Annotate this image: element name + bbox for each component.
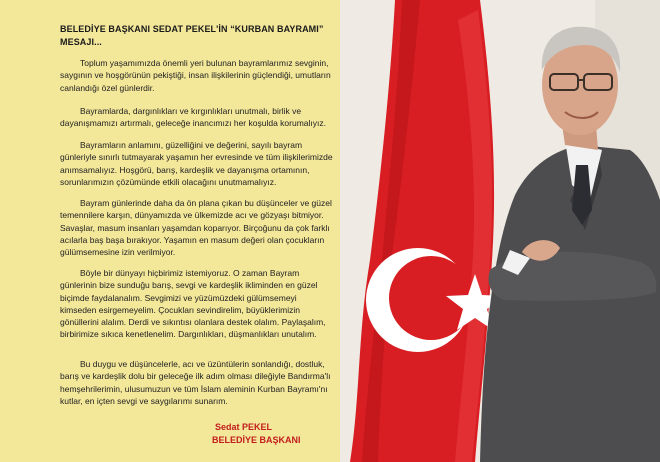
mayor-photo	[340, 0, 660, 462]
message-title: BELEDİYE BAŞKANI SEDAT PEKEL'İN “KURBAN BAYRAMI” MESAJI...	[60, 24, 324, 47]
message-paragraph-3: Bayramların anlamını, güzelliğini ve değerini, sayılı bayram günleriyle sınırlı tutmayarak yaşamın her evresinde ve tüm ilişkilerimizde anımsamalıyız. Hoşgörü, barış, kardeşlik ve dayanışma ortamının, sorunlarımızın çözümünde etkili olacağını unutmamalıyız.	[60, 140, 333, 187]
signature-name: Sedat PEKEL	[215, 422, 273, 432]
message-paragraph-6: Bu duygu ve düşüncelerle, acı ve üzüntülerin sonlandığı, dostluk, barış ve kardeşlik dolu bir geleceğe ilk adım olması dileğiyle Bandırma'lı hemşehrilerimin, ulusumuzun ve tüm İslam aleminin Kurban Bayramı'nı kutlar, en içten sevgi ve saygılarımı sunarım.	[60, 359, 331, 406]
message-paragraph-1: Toplum yaşamımızda önemli yeri bulunan bayramlarımız sevginin, saygının ve hoşgörünün pekiştiği, insan ilişkilerinin güçlendiği, umutların canlandığı özel günlerdir.	[60, 58, 331, 93]
message-paragraph-2: Bayramlarda, dargınlıkları ve kırgınlıkları unutmalı, birlik ve dayanışmamızı artırmalı, geleceğe inancımızı her koşulda korumalıyız.	[60, 106, 326, 129]
signature-title: BELEDİYE BAŞKANI	[212, 435, 301, 445]
photo-illustration	[340, 0, 660, 462]
message-paragraph-4: Bayram günlerinde daha da ön plana çıkan bu düşünceler ve güzel temennilere karşın, dünyamızda ve ülkemizde acı ve gözyaşı bitmiyor. Savaşlar, masum insanları yaşamdan koparıyor. Birçoğunu da çok farklı acılarla baş başa bırakıyor. Yaşamın en masum değeri olan çocukların gülümsemesine izin verilmiyor.	[60, 198, 332, 258]
message-paragraph-5: Böyle bir dünyayı hiçbirimiz istemiyoruz. O zaman Bayram günlerinin bize sunduğu barış, sevgi ve kardeşlik ikliminden en güzel biçimde faydalanalım. Sevgimizi ve yüzümüzdeki gülümsemeyi kimseden esirgemeyelim. Çocukları sevindirelim, büyüklerimizin gönüllerini alalım. Derdi ve sıkıntısı olanlara destek olalım. Paylaşalım, birbirimize sıkıca kenetlenelim. Dargınlıkları, düşmanlıkları unutalım.	[60, 268, 326, 340]
